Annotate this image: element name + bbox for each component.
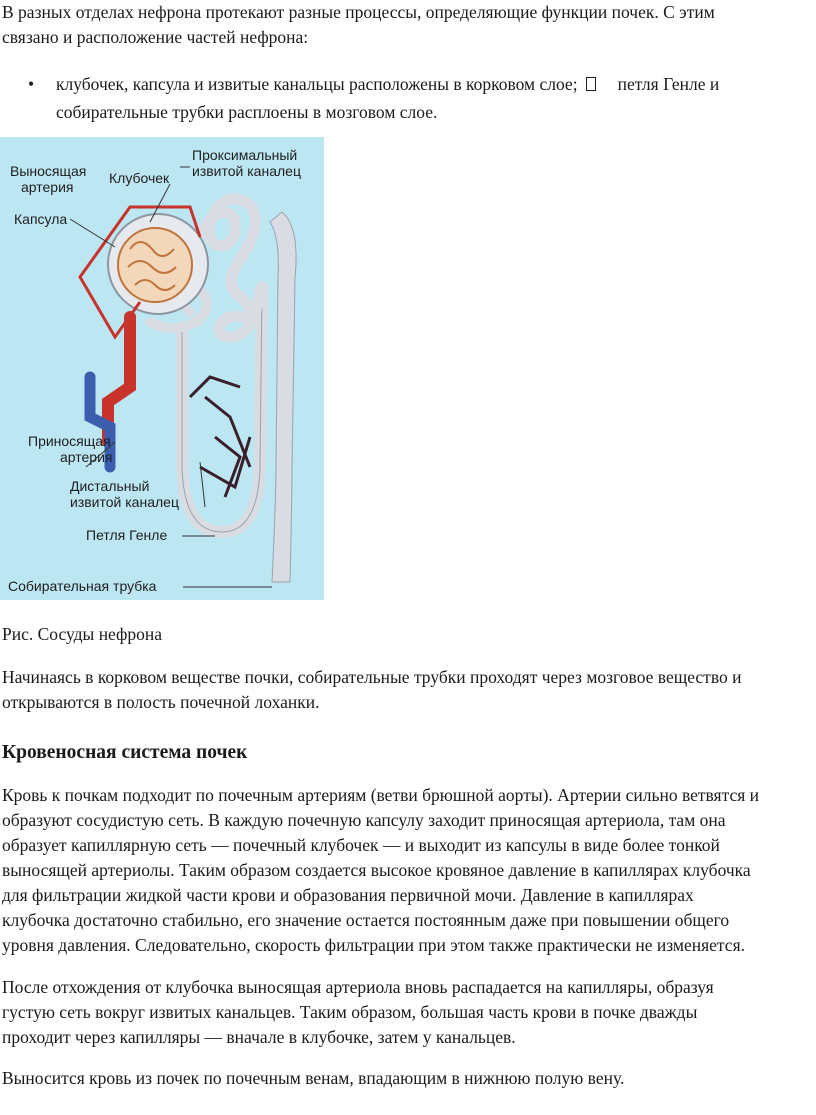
para-efferent-line-3: проходит через капилляры — вначале в клубочке, затем у канальцев. xyxy=(2,1027,516,1047)
nephron-figure xyxy=(0,137,324,600)
bullet-line-1a: клубочек, капсула и извитые канальцы расположены в корковом слое; xyxy=(56,74,578,94)
intro-line-2: связано и расположение частей нефрона: xyxy=(2,27,309,47)
figure-caption: Рис. Сосуды нефрона xyxy=(2,624,163,644)
bullet-line-1b: петля Генле и xyxy=(617,74,720,94)
bullet-marker: • xyxy=(28,74,35,94)
para-blood-line-5: для фильтрации жидкой части крови и образования первичной мочи. Давление в капиллярах xyxy=(2,885,694,905)
label-collecting-duct: Собирательная трубка xyxy=(8,578,157,594)
label-proximal-1: Проксимальный xyxy=(192,147,298,163)
label-afferent-1: Приносящая xyxy=(28,433,111,449)
para-blood-line-7: уровня давления. Следовательно, скорость фильтрации при этом также практически не изменяется. xyxy=(2,935,745,955)
label-capsule: Капсула xyxy=(14,211,68,227)
label-proximal-2: извитой каналец xyxy=(192,163,301,179)
para-blood-line-4: выносящей артериолы. Таким образом создается высокое кровяное давление в капиллярах клубочка xyxy=(2,860,751,880)
missing-glyph-icon xyxy=(586,77,596,91)
para-blood-line-6: клубочка достаточно стабильно, его значение остается постоянным даже при повышении общего xyxy=(2,910,730,930)
label-glomerulus: Клубочек xyxy=(109,170,170,186)
intro-line-1: В разных отделах нефрона протекают разные процессы, определяющие функции почек. С этим xyxy=(2,2,715,22)
para-blood-line-3: образует капиллярную сеть — почечный клубочек — и выходит из капсулы в виде более тонкой xyxy=(2,835,720,855)
label-distal-1: Дистальный xyxy=(70,478,150,494)
label-efferent-2: артерия xyxy=(21,179,74,195)
bullet-text xyxy=(56,72,796,125)
para-collecting-line-1: Начинаясь в корковом веществе почки, собирательные трубки проходят через мозговое вещество и xyxy=(2,667,742,687)
bullet-line-1 xyxy=(56,72,796,97)
para-efferent-line-1: После отхождения от клубочка выносящая артериола вновь распадается на капилляры, образуя xyxy=(2,977,714,997)
label-distal-2: извитой каналец xyxy=(70,494,179,510)
para-efferent-line-2: густую сеть вокруг извитых канальцев. Таким образом, большая часть крови в почке дважды xyxy=(2,1002,698,1022)
section-title: Кровеносная система почек xyxy=(2,742,248,763)
para-blood-line-1: Кровь к почкам подходит по почечным артериям (ветви брюшной аорты). Артерии сильно ветвятся и xyxy=(2,785,760,805)
label-loop-henle: Петля Генле xyxy=(86,527,168,543)
label-afferent-2: артерия xyxy=(60,449,113,465)
para-exit: Выносится кровь из почек по почечным венам, впадающим в нижнюю полую вену. xyxy=(2,1068,625,1088)
para-blood-line-2: образуют сосудистую сеть. В каждую почечную капсулу заходит приносящая артериола, там она xyxy=(2,810,726,830)
label-efferent-1: Выносящая xyxy=(10,163,87,179)
bullet-line-2: собирательные трубки расплоены в мозговом слое. xyxy=(56,102,438,122)
para-collecting-line-2: открываются в полость почечной лоханки. xyxy=(2,692,320,712)
